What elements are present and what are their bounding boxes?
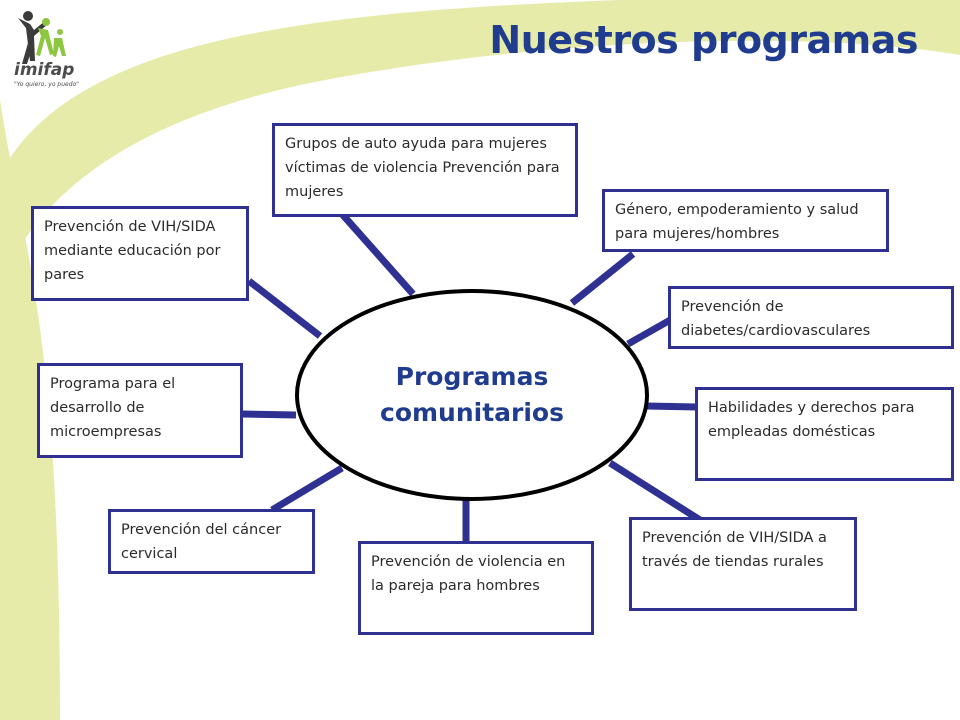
- center-node: [296, 290, 648, 500]
- program-box-violencia-pareja: Prevención de violencia en la pareja para hombres: [358, 541, 594, 635]
- program-box-genero-empoderamiento: Género, empoderamiento y salud para mujeres/hombres: [602, 189, 889, 252]
- program-box-vih-educacion-pares: Prevención de VIH/SIDA mediante educación por pares: [31, 206, 249, 301]
- program-box-cancer-cervical: Prevención del cáncer cervical: [108, 509, 315, 574]
- logo-name: imifap: [14, 60, 75, 80]
- program-box-microempresas: Programa para el desarrollo de microempresas: [37, 363, 243, 458]
- program-box-empleadas-domesticas: Habilidades y derechos para empleadas domésticas: [695, 387, 954, 481]
- program-box-grupos-auto-ayuda: Grupos de auto ayuda para mujeres víctimas de violencia Prevención para mujeres: [272, 123, 578, 217]
- page-title: Nuestros programas: [489, 18, 918, 62]
- logo-tagline: "Yo quiero, yo puedo": [14, 81, 79, 88]
- center-label: Programas comunitarios: [380, 362, 564, 427]
- program-box-vih-tiendas-rurales: Prevención de VIH/SIDA a través de tiendas rurales: [629, 517, 857, 611]
- program-box-diabetes: Prevención de diabetes/cardiovasculares: [668, 286, 954, 349]
